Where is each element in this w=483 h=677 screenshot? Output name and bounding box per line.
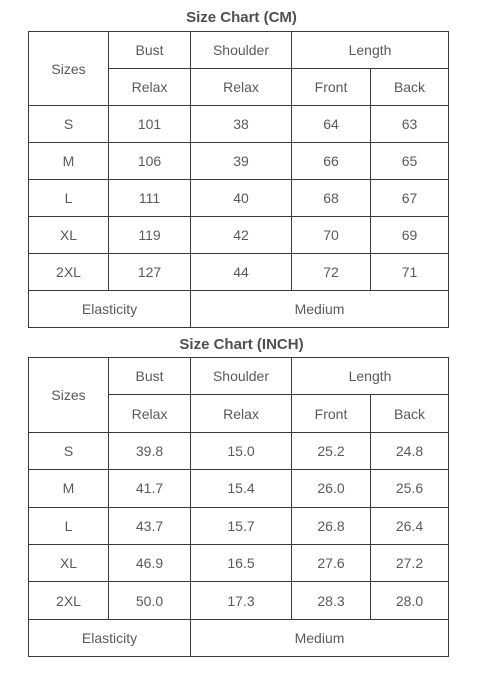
- front-length-cell: 26.8: [292, 507, 371, 544]
- bust-header: Bust: [109, 358, 191, 395]
- length-back-subheader: Back: [371, 69, 449, 106]
- size-cell: L: [29, 180, 109, 217]
- shoulder-relax-subheader: Relax: [191, 395, 292, 432]
- elasticity-row: [29, 291, 449, 328]
- shoulder-cell: 17.3: [191, 582, 292, 619]
- back-length-cell: 65: [371, 143, 449, 180]
- front-length-cell: 27.6: [292, 544, 371, 581]
- table-row: [29, 180, 449, 217]
- bust-cell: 41.7: [109, 470, 191, 507]
- shoulder-cell: 42: [191, 217, 292, 254]
- front-length-cell: 26.0: [292, 470, 371, 507]
- bust-header: Bust: [109, 32, 191, 69]
- size-chart-cm-title: Size Chart (CM): [186, 9, 297, 26]
- back-length-cell: 67: [371, 180, 449, 217]
- elasticity-value: Medium: [191, 619, 449, 656]
- bust-cell: 101: [109, 106, 191, 143]
- front-length-cell: 25.2: [292, 432, 371, 469]
- shoulder-cell: 44: [191, 254, 292, 291]
- size-cell: L: [29, 507, 109, 544]
- back-length-cell: 28.0: [371, 582, 449, 619]
- length-header: Length: [292, 32, 449, 69]
- bust-cell: 39.8: [109, 432, 191, 469]
- shoulder-header: Shoulder: [191, 32, 292, 69]
- shoulder-relax-subheader: Relax: [191, 69, 292, 106]
- back-length-cell: 27.2: [371, 544, 449, 581]
- front-length-cell: 28.3: [292, 582, 371, 619]
- bust-cell: 46.9: [109, 544, 191, 581]
- size-chart-inch-table: [28, 357, 449, 657]
- bust-cell: 106: [109, 143, 191, 180]
- table-row: [29, 507, 449, 544]
- table-row: [29, 106, 449, 143]
- back-length-cell: 25.6: [371, 470, 449, 507]
- front-length-cell: 64: [292, 106, 371, 143]
- elasticity-label: Elasticity: [29, 619, 191, 656]
- table-row: [29, 544, 449, 581]
- sizes-header: Sizes: [29, 32, 109, 106]
- shoulder-cell: 38: [191, 106, 292, 143]
- back-length-cell: 24.8: [371, 432, 449, 469]
- header-row: [29, 358, 449, 395]
- shoulder-cell: 39: [191, 143, 292, 180]
- table-row: [29, 143, 449, 180]
- size-cell: 2XL: [29, 582, 109, 619]
- back-length-cell: 26.4: [371, 507, 449, 544]
- bust-relax-subheader: Relax: [109, 69, 191, 106]
- size-cell: M: [29, 143, 109, 180]
- header-row: [29, 32, 449, 69]
- size-chart-cm-table: [28, 31, 449, 328]
- front-length-cell: 68: [292, 180, 371, 217]
- sizes-header: Sizes: [29, 358, 109, 433]
- elasticity-value: Medium: [191, 291, 449, 328]
- shoulder-cell: 15.4: [191, 470, 292, 507]
- shoulder-cell: 40: [191, 180, 292, 217]
- front-length-cell: 66: [292, 143, 371, 180]
- table-row: [29, 582, 449, 619]
- length-header: Length: [292, 358, 449, 395]
- bust-cell: 127: [109, 254, 191, 291]
- size-cell: 2XL: [29, 254, 109, 291]
- back-length-cell: 69: [371, 217, 449, 254]
- shoulder-cell: 16.5: [191, 544, 292, 581]
- shoulder-header: Shoulder: [191, 358, 292, 395]
- size-cell: XL: [29, 544, 109, 581]
- table-row: [29, 217, 449, 254]
- back-length-cell: 71: [371, 254, 449, 291]
- bust-cell: 119: [109, 217, 191, 254]
- size-chart-inch-title: Size Chart (INCH): [179, 336, 304, 353]
- bust-relax-subheader: Relax: [109, 395, 191, 432]
- table-row: [29, 254, 449, 291]
- size-cell: M: [29, 470, 109, 507]
- bust-cell: 43.7: [109, 507, 191, 544]
- shoulder-cell: 15.0: [191, 432, 292, 469]
- size-cell: S: [29, 432, 109, 469]
- back-length-cell: 63: [371, 106, 449, 143]
- length-front-subheader: Front: [292, 395, 371, 432]
- elasticity-label: Elasticity: [29, 291, 191, 328]
- table-row: [29, 470, 449, 507]
- shoulder-cell: 15.7: [191, 507, 292, 544]
- table-row: [29, 432, 449, 469]
- front-length-cell: 72: [292, 254, 371, 291]
- length-front-subheader: Front: [292, 69, 371, 106]
- size-cell: S: [29, 106, 109, 143]
- bust-cell: 50.0: [109, 582, 191, 619]
- front-length-cell: 70: [292, 217, 371, 254]
- bust-cell: 111: [109, 180, 191, 217]
- elasticity-row: [29, 619, 449, 656]
- size-cell: XL: [29, 217, 109, 254]
- length-back-subheader: Back: [371, 395, 449, 432]
